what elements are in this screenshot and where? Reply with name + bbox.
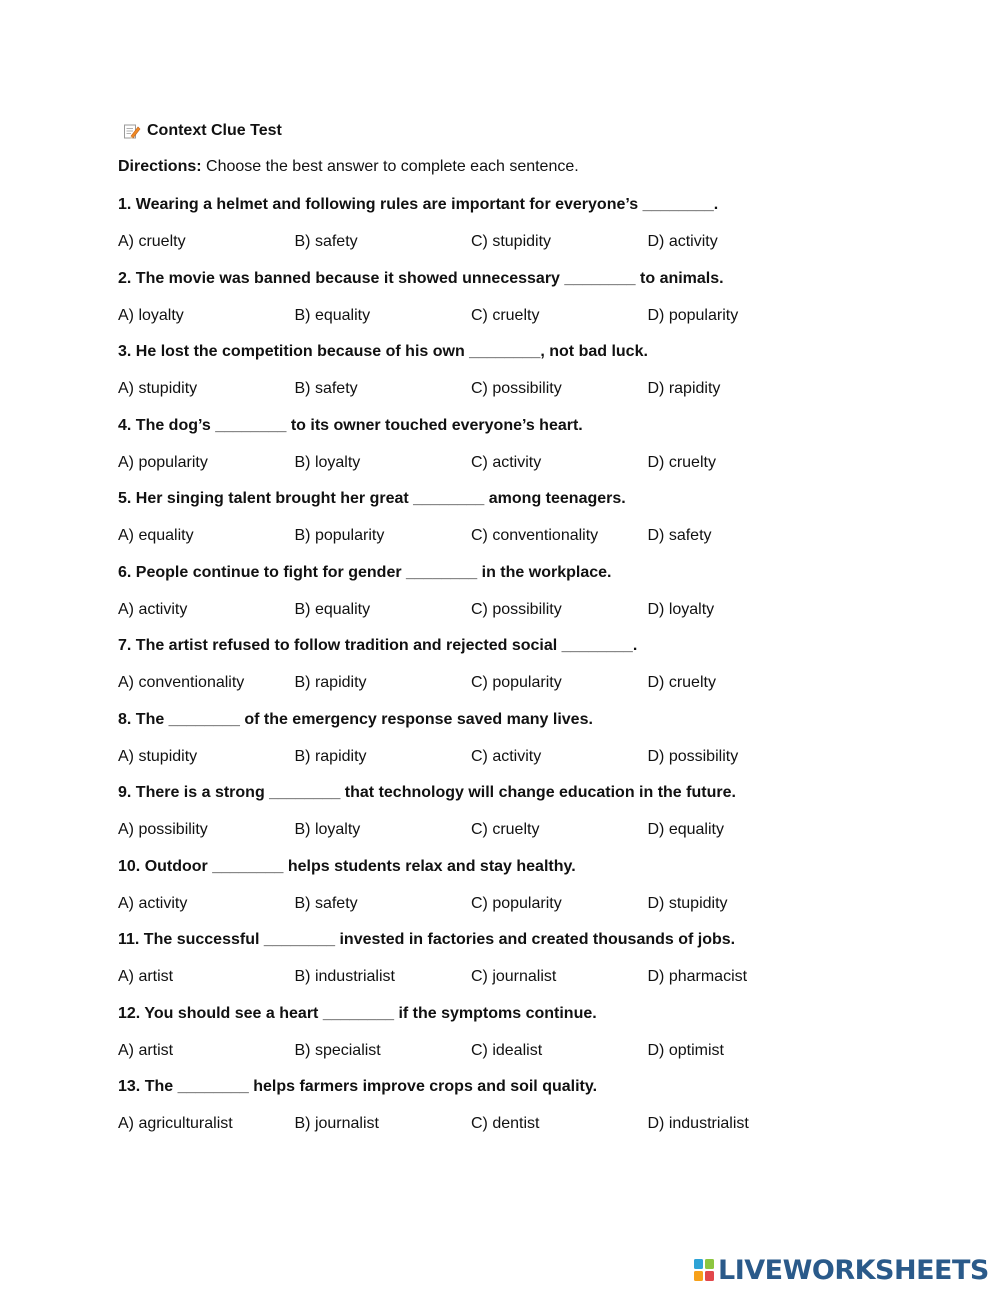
option-row xyxy=(118,453,878,490)
option-b[interactable]: B) safety xyxy=(294,233,358,250)
directions-label: Directions: xyxy=(118,158,202,175)
option-a[interactable]: A) agriculturalist xyxy=(118,1115,233,1132)
option-b[interactable]: B) loyalty xyxy=(294,453,361,471)
option-d[interactable]: D) optimist xyxy=(647,1041,724,1059)
question-text: 5. Her singing talent brought her great ________ among teenagers. xyxy=(118,490,626,507)
option-c[interactable]: C) cruelty xyxy=(471,306,540,324)
question-5 xyxy=(118,489,878,563)
option-c[interactable]: C) stupidity xyxy=(471,233,552,250)
question-12 xyxy=(118,1004,878,1078)
option-row xyxy=(118,967,878,1004)
option-b[interactable]: B) loyalty xyxy=(294,821,361,838)
option-b[interactable]: B) safety xyxy=(294,894,358,912)
option-b[interactable]: B) industrialist xyxy=(294,968,395,985)
question-1 xyxy=(118,195,878,269)
question-text: 7. The artist refused to follow tradition and rejected social ________. xyxy=(118,637,638,654)
option-c[interactable]: C) conventionality xyxy=(471,527,599,544)
question-text: 3. He lost the competition because of his own ________, not bad luck. xyxy=(118,343,648,360)
logo-blocks-icon xyxy=(693,1258,715,1282)
option-row xyxy=(118,673,878,710)
option-row xyxy=(118,894,878,931)
option-d[interactable]: D) cruelty xyxy=(647,674,716,691)
question-6 xyxy=(118,563,878,637)
option-d[interactable]: D) cruelty xyxy=(647,453,716,471)
option-a[interactable]: A) activity xyxy=(118,600,188,618)
option-row xyxy=(118,379,878,416)
question-text: 6. People continue to fight for gender ________ in the workplace. xyxy=(118,563,612,581)
question-4 xyxy=(118,416,878,490)
directions-text: Choose the best answer to complete each sentence. xyxy=(201,158,579,175)
option-row xyxy=(118,232,878,269)
option-a[interactable]: A) artist xyxy=(118,968,174,985)
option-a[interactable]: A) stupidity xyxy=(118,380,198,397)
option-c[interactable]: C) cruelty xyxy=(471,821,540,838)
directions xyxy=(118,158,579,176)
option-b[interactable]: B) rapidity xyxy=(294,747,367,765)
option-b[interactable]: B) journalist xyxy=(294,1115,379,1132)
option-row xyxy=(118,600,878,637)
option-b[interactable]: B) equality xyxy=(294,306,371,324)
option-d[interactable]: D) stupidity xyxy=(647,894,728,912)
option-c[interactable]: C) popularity xyxy=(471,674,562,691)
page-title: Context Clue Test xyxy=(147,122,282,139)
logo-text: LIVEWORKSHEETS xyxy=(718,1254,989,1286)
question-text: 2. The movie was banned because it showed unnecessary ________ to animals. xyxy=(118,269,724,287)
option-a[interactable]: A) loyalty xyxy=(118,306,184,324)
option-d[interactable]: D) pharmacist xyxy=(647,968,748,985)
question-7 xyxy=(118,636,878,710)
question-text: 11. The successful ________ invested in factories and created thousands of jobs. xyxy=(118,931,736,948)
option-b[interactable]: B) equality xyxy=(294,600,371,618)
option-c[interactable]: C) journalist xyxy=(471,968,557,985)
option-c[interactable]: C) popularity xyxy=(471,894,562,912)
option-c[interactable]: C) activity xyxy=(471,747,542,765)
option-a[interactable]: A) possibility xyxy=(118,821,208,838)
option-d[interactable]: D) rapidity xyxy=(647,380,721,397)
option-row xyxy=(118,1041,878,1078)
option-b[interactable]: B) popularity xyxy=(294,527,385,544)
option-d[interactable]: D) popularity xyxy=(647,306,739,324)
question-13 xyxy=(118,1077,878,1151)
option-b[interactable]: B) rapidity xyxy=(294,674,367,691)
question-text: 1. Wearing a helmet and following rules are important for everyone’s ________. xyxy=(118,196,719,213)
option-a[interactable]: A) stupidity xyxy=(118,747,198,765)
option-d[interactable]: D) safety xyxy=(647,527,712,544)
option-c[interactable]: C) possibility xyxy=(471,600,562,618)
option-row xyxy=(118,306,878,343)
option-d[interactable]: D) equality xyxy=(647,821,724,838)
option-a[interactable]: A) conventionality xyxy=(118,674,245,691)
option-b[interactable]: B) safety xyxy=(294,380,358,397)
option-row xyxy=(118,747,878,784)
question-text: 4. The dog’s ________ to its owner touched everyone’s heart. xyxy=(118,416,583,434)
question-2 xyxy=(118,269,878,343)
question-list xyxy=(118,195,878,1151)
question-8 xyxy=(118,710,878,784)
option-row xyxy=(118,526,878,563)
option-row xyxy=(118,820,878,857)
option-d[interactable]: D) industrialist xyxy=(647,1115,749,1132)
question-9 xyxy=(118,783,878,857)
option-a[interactable]: A) popularity xyxy=(118,453,208,471)
option-d[interactable]: D) activity xyxy=(647,233,718,250)
option-a[interactable]: A) cruelty xyxy=(118,233,186,250)
option-d[interactable]: D) loyalty xyxy=(647,600,715,618)
question-text: 8. The ________ of the emergency response saved many lives. xyxy=(118,710,593,728)
question-11 xyxy=(118,930,878,1004)
question-text: 10. Outdoor ________ helps students relax and stay healthy. xyxy=(118,857,576,875)
option-d[interactable]: D) possibility xyxy=(647,747,739,765)
question-10 xyxy=(118,857,878,931)
question-text: 9. There is a strong ________ that technology will change education in the future. xyxy=(118,784,736,801)
option-c[interactable]: C) activity xyxy=(471,453,542,471)
option-c[interactable]: C) idealist xyxy=(471,1041,543,1059)
pencil-document-icon xyxy=(123,122,141,140)
question-3 xyxy=(118,342,878,416)
title-row xyxy=(123,120,282,142)
option-a[interactable]: A) equality xyxy=(118,527,194,544)
question-text: 13. The ________ helps farmers improve crops and soil quality. xyxy=(118,1078,598,1095)
option-a[interactable]: A) artist xyxy=(118,1041,174,1059)
option-c[interactable]: C) possibility xyxy=(471,380,562,397)
option-a[interactable]: A) activity xyxy=(118,894,188,912)
option-row xyxy=(118,1114,878,1151)
question-text: 12. You should see a heart ________ if the symptoms continue. xyxy=(118,1004,597,1022)
option-c[interactable]: C) dentist xyxy=(471,1115,540,1132)
option-b[interactable]: B) specialist xyxy=(294,1041,381,1059)
liveworksheets-logo xyxy=(693,1255,989,1285)
